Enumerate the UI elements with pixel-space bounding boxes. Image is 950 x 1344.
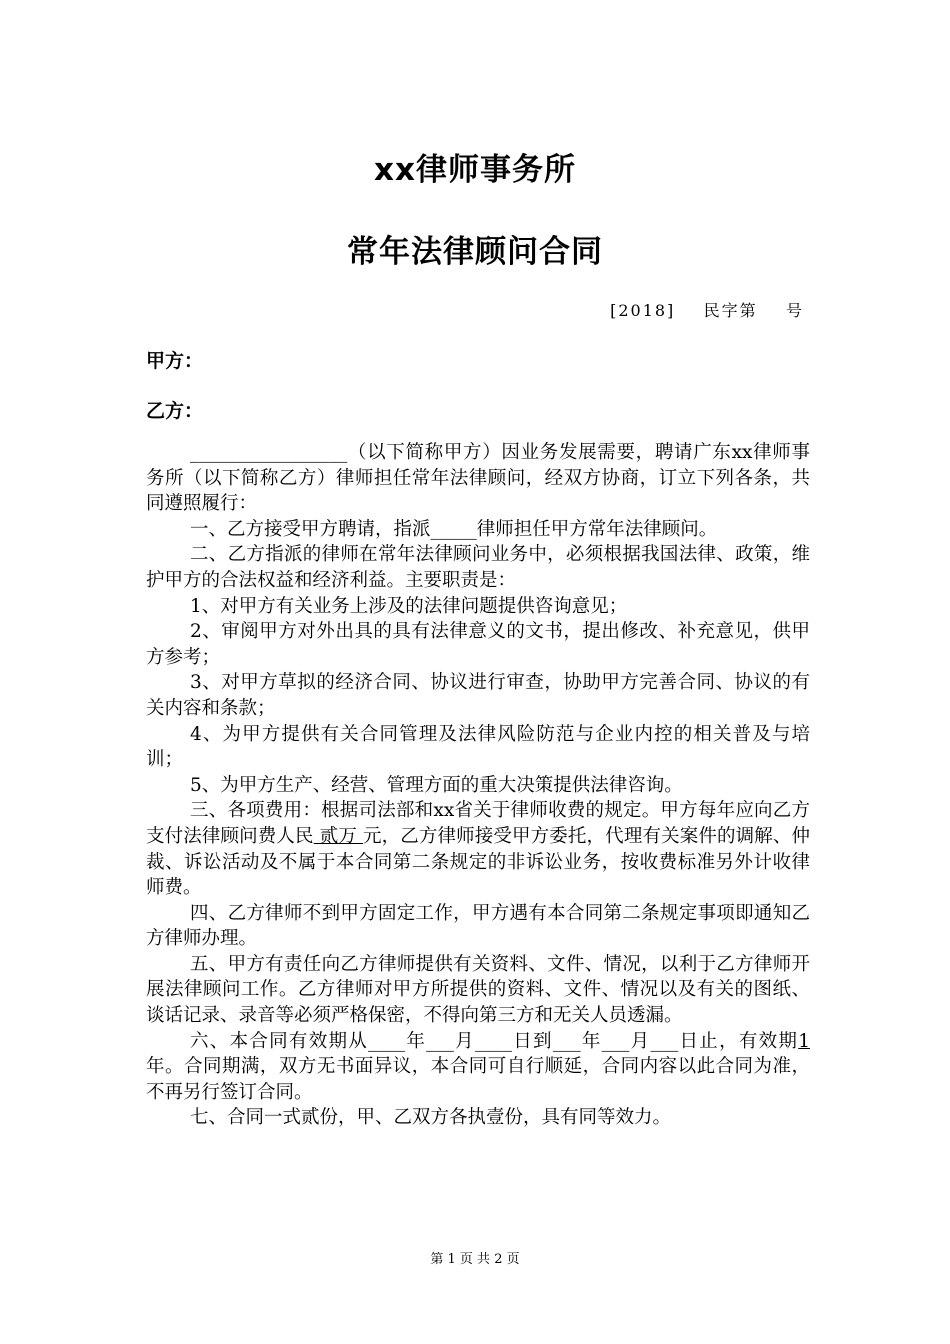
start-year-blank: ____ xyxy=(368,1030,406,1052)
duty-1: 1、对甲方有关业务上涉及的法律问题提供咨询意见； xyxy=(190,595,628,617)
duty-4: 4、为甲方提供有关合同管理及法律风险防范与企业内控的相关普及与培训； xyxy=(146,723,810,771)
contract-body xyxy=(146,440,810,1131)
duty-2: 2、审阅甲方对外出具的具有法律意义的文书，提出修改、补充意见，供甲方参考； xyxy=(146,621,810,668)
clause-4: 四、乙方律师不到甲方固定工作，甲方遇有本合同第二条规定事项即通知乙方律师办理。 xyxy=(146,902,810,950)
end-day-blank: ___ xyxy=(650,1030,679,1052)
start-month-blank: ___ xyxy=(426,1030,454,1052)
party-a-label: 甲方： xyxy=(146,350,204,372)
duty-5: 5、为甲方生产、经营、管理方面的重大决策提供法律咨询。 xyxy=(190,774,683,796)
firm-title: xx律师事务所 xyxy=(374,152,576,188)
party-a-name-blank: _________________ xyxy=(190,442,348,463)
party-b-label: 乙方： xyxy=(146,400,204,422)
clause-1: 一、乙方接受甲方聘请，指派_____律师担任甲方常年法律顾问。 xyxy=(190,518,718,540)
clause-3: 三、各项费用：根据司法部和xx省关于律师收费的规定。甲方每年应向乙方支付法律顾问费人民 贰万 元，乙方律师接受甲方委托，代理有关案件的调解、仲裁、诉讼活动及不属于本合同第二条规定的非诉讼业务，按收费标准另外计收律师费。 xyxy=(146,800,810,899)
clause-7: 七、合同一式贰份，甲、乙双方各执壹份，具有同等效力。 xyxy=(190,1107,672,1129)
page-footer: 第 1 页 共 2 页 xyxy=(430,1252,520,1267)
document-number: [2018] 民字第 号 xyxy=(610,301,804,320)
fee-amount: 贰万 xyxy=(313,825,363,847)
end-year-blank: ___ xyxy=(552,1030,581,1052)
end-month-blank: ___ xyxy=(601,1030,630,1052)
duty-3: 3、对甲方草拟的经济合同、协议进行审查，协助甲方完善合同、协议的有关内容和条款； xyxy=(146,672,810,719)
start-day-blank: ____ xyxy=(474,1030,512,1052)
paragraph-intro: _________________（以下简称甲方）因业务发展需要，聘请广东xx律师事务所（以下简称乙方）律师担任常年法律顾问，经双方协商，订立下列各条，共同遵照履行： xyxy=(146,442,810,515)
term-years: 1 xyxy=(798,1030,810,1052)
contract-title: 常年法律顾问合同 xyxy=(347,234,603,270)
clause-6: 六、本合同有效期从____年___月____日到___年___月___日止，有效期1年。合同期满，双方无书面异议，本合同可自行顺延，合同内容以此合同为准，不再另行签订合同。 xyxy=(146,1030,810,1103)
lawyer-name-blank: _____ xyxy=(430,518,477,540)
clause-2: 二、乙方指派的律师在常年法律顾问业务中，必须根据我国法律、政策，维护甲方的合法权益和经济利益。主要职责是： xyxy=(146,544,810,591)
clause-5: 五、甲方有责任向乙方律师提供有关资料、文件、情况，以利于乙方律师开展法律顾问工作。乙方律师对甲方所提供的资料、文件、情况以及有关的图纸、谈话记录、录音等必须严格保密，不得向第三方和无关人员透漏。 xyxy=(146,953,810,1027)
